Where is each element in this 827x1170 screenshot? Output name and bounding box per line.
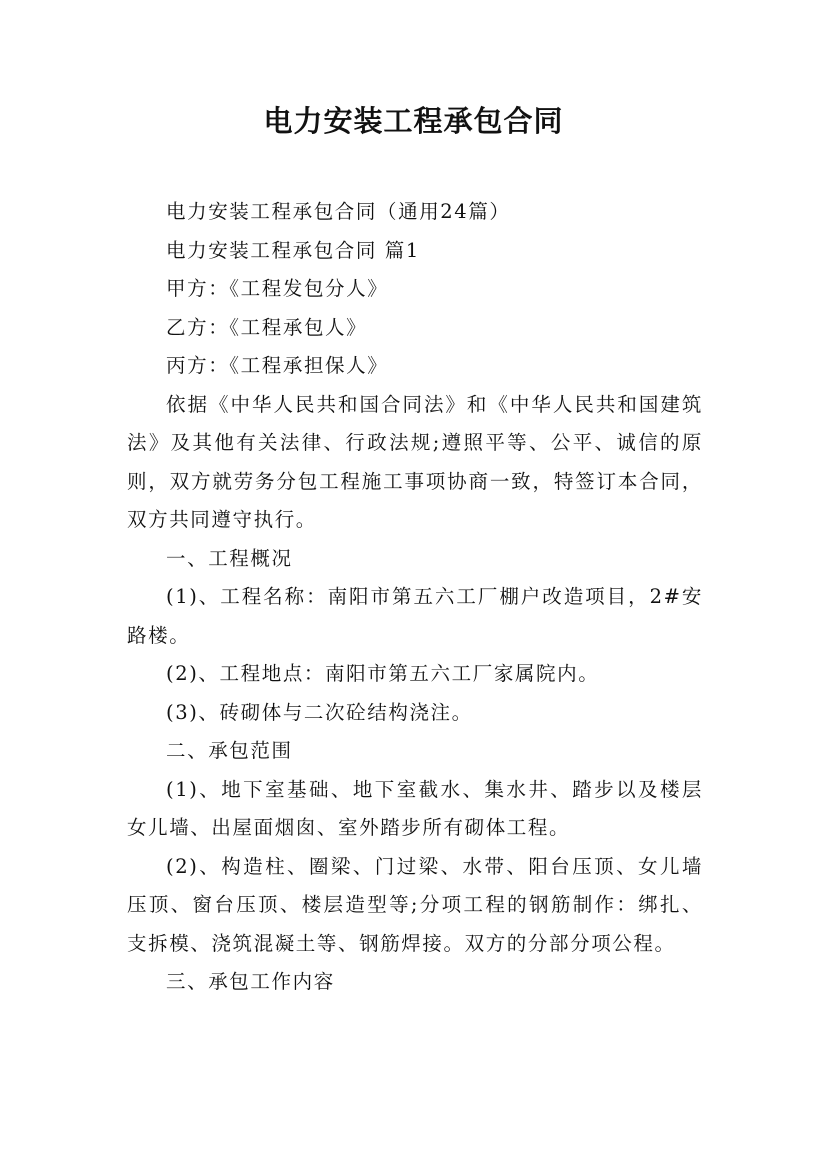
paragraph-masonry: (3)、砖砌体与二次砼结构浇注。 xyxy=(166,700,473,724)
paragraph-scope-2: (2)、构造柱、圈梁、门过梁、水带、阳台压顶、女儿墙压顶、窗台压顶、楼层造型等;分项工程的钢筋制作：绑扎、支拆模、浇筑混凝土等、钢筋焊接。双方的分部分项公程。 xyxy=(127,854,703,955)
paragraph-project-name: (1)、工程名称：南阳市第五六工厂棚户改造项目，2#安路楼。 xyxy=(127,585,703,647)
paragraph-chapter-heading: 电力安装工程承包合同 篇1 xyxy=(166,238,420,262)
paragraph-party-a: 甲方：《工程发包分人》 xyxy=(166,277,389,300)
section-heading-work-content: 三、承包工作内容 xyxy=(166,970,335,993)
document-body xyxy=(127,193,703,1002)
paragraph-party-c: 丙方：《工程承担保人》 xyxy=(166,354,389,377)
paragraph-preamble: 依据《中华人民共和国合同法》和《中华人民共和国建筑法》及其他有关法律、行政法规;遵照平等、公平、诚信的原则，双方就劳务分包工程施工事项协商一致，特签订本合同，双方共同遵守执行。 xyxy=(127,392,703,531)
section-heading-overview: 一、工程概况 xyxy=(166,546,293,570)
paragraph-party-b: 乙方：《工程承包人》 xyxy=(166,315,368,339)
paragraph-scope-1: (1)、地下室基础、地下室截水、集水井、踏步以及楼层女儿墙、出屋面烟囱、室外踏步所有砌体工程。 xyxy=(127,777,703,839)
paragraph-subtitle: 电力安装工程承包合同（通用24篇） xyxy=(166,200,511,223)
section-heading-scope: 二、承包范围 xyxy=(166,739,293,762)
paragraph-project-location: (2)、工程地点：南阳市第五六工厂家属院内。 xyxy=(166,662,600,685)
document-title: 电力安装工程承包合同 xyxy=(263,104,564,138)
